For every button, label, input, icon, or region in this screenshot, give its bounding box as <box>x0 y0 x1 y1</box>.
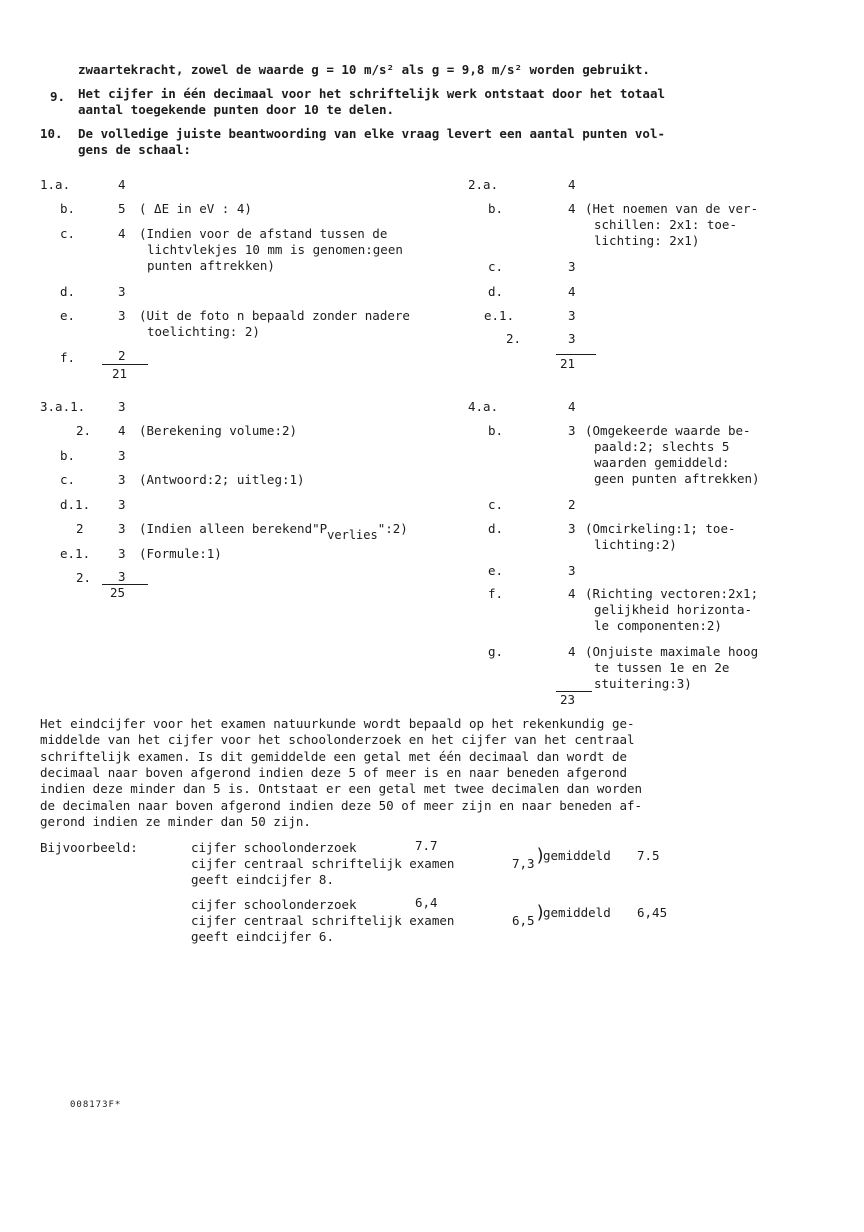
item-10-number: 10. <box>40 126 63 141</box>
q4-points-f: 4 <box>568 586 576 601</box>
q3-points-d1: 3 <box>118 497 126 512</box>
q4-label-a: 4.a. <box>468 399 499 414</box>
q3-label-a1: 3.a.1. <box>40 399 86 414</box>
q1-note-e-line-1: (Uit de foto n bepaald zonder nadere <box>139 308 410 323</box>
example-1-school: cijfer schoolonderzoek <box>191 840 357 855</box>
q1-label-b: b. <box>60 201 76 216</box>
item-9-line-1: Het cijfer in één decimaal voor het schriftelijk werk ontstaat door het totaal <box>78 86 665 101</box>
q2-note-b-line-3: lichting: 2x1) <box>594 233 700 248</box>
q4-label-f: f. <box>488 586 504 601</box>
q4-note-f-line-2: gelijkheid horizonta- <box>594 602 753 617</box>
example-1-average-value: 7.5 <box>637 848 660 863</box>
q4-note-d-line-1: (Omcirkeling:1; toe- <box>585 521 736 536</box>
q4-note-d-line-2: lichting:2) <box>594 537 677 552</box>
item-10-line-2: gens de schaal: <box>78 142 191 157</box>
q3-note-c: (Antwoord:2; uitleg:1) <box>139 472 305 487</box>
q4-points-d: 3 <box>568 521 576 536</box>
example-1-school-value: 7.7 <box>415 838 438 853</box>
q1-points-b: 5 <box>118 201 126 216</box>
q3-note-e1: (Formule:1) <box>139 546 222 561</box>
q3-label-e1: e.1. <box>60 546 91 561</box>
q3-label-e2: 2. <box>76 570 92 585</box>
item-9-number: 9. <box>50 89 66 104</box>
q1-note-e-line-2: toelichting: 2) <box>147 324 260 339</box>
q3-note-d2 <box>139 521 408 542</box>
final-paragraph-line-6: de decimalen naar boven afgerond indien deze 50 of meer zijn en naar beneden af- <box>40 798 643 813</box>
q4-note-g-line-1: (Onjuiste maximale hoog <box>585 644 759 659</box>
q4-note-b-line-2: paald:2; slechts 5 <box>594 439 730 454</box>
q2-label-b: b. <box>488 201 504 216</box>
q2-label-c: c. <box>488 259 504 274</box>
example-2-school-value: 6,4 <box>415 895 438 910</box>
q1-label-c: c. <box>60 226 76 241</box>
q1-label-e: e. <box>60 308 76 323</box>
q3-note-d2-post: ":2) <box>377 521 408 536</box>
q3-note-d2-subscript: verlies <box>327 528 378 542</box>
q4-label-d: d. <box>488 521 504 536</box>
q4-points-b: 3 <box>568 423 576 438</box>
example-1-average-label: gemiddeld <box>543 848 611 863</box>
q4-points-a: 4 <box>568 399 576 414</box>
q3-points-e1: 3 <box>118 546 126 561</box>
q4-note-f-line-1: (Richting vectoren:2x1; <box>585 586 759 601</box>
q1-note-b: ( ΔE in eV : 4) <box>139 201 252 216</box>
q1-points-d: 3 <box>118 284 126 299</box>
q3-note-d2-pre: (Indien alleen berekend"P <box>139 521 328 536</box>
final-paragraph-line-3: schriftelijk examen. Is dit gemiddelde een getal met één decimaal dan wordt de <box>40 749 627 764</box>
q2-points-a: 4 <box>568 177 576 192</box>
q1-label-f: f. <box>60 350 76 365</box>
q4-note-b-line-1: (Omgekeerde waarde be- <box>585 423 751 438</box>
q2-points-b: 4 <box>568 201 576 216</box>
q1-label-a: 1.a. <box>40 177 71 192</box>
q2-total-rule <box>556 354 596 355</box>
q2-label-e1: e.1. <box>484 308 515 323</box>
example-2-result: geeft eindcijfer 6. <box>191 929 334 944</box>
q3-label-a2: 2. <box>76 423 92 438</box>
q3-points-a2: 4 <box>118 423 126 438</box>
example-2-central-value: 6,5 <box>512 913 535 928</box>
q2-points-e2: 3 <box>568 331 576 346</box>
example-2-average-value: 6,45 <box>637 905 668 920</box>
q4-note-g-line-2: te tussen 1e en 2e <box>594 660 730 675</box>
q2-label-e2: 2. <box>506 331 522 346</box>
item-9-line-2: aantal toegekende punten door 10 te delen. <box>78 102 395 117</box>
examples-label: Bijvoorbeeld: <box>40 840 138 855</box>
q4-label-c: c. <box>488 497 504 512</box>
q3-label-d2: 2 <box>76 521 84 536</box>
document-code: 008173F* <box>70 1100 122 1110</box>
q2-points-d: 4 <box>568 284 576 299</box>
q4-points-c: 2 <box>568 497 576 512</box>
q1-total: 21 <box>112 366 128 381</box>
q4-label-g: g. <box>488 644 504 659</box>
example-1-bracket: ) <box>535 845 546 866</box>
q2-label-a: 2.a. <box>468 177 499 192</box>
q3-note-a2: (Berekening volume:2) <box>139 423 298 438</box>
example-2-bracket: ) <box>535 902 546 923</box>
q1-points-e: 3 <box>118 308 126 323</box>
example-1-result: geeft eindcijfer 8. <box>191 872 334 887</box>
example-2-central: cijfer centraal schriftelijk examen <box>191 913 455 928</box>
q2-label-d: d. <box>488 284 504 299</box>
q2-points-c: 3 <box>568 259 576 274</box>
intro-continuation: zwaartekracht, zowel de waarde g = 10 m/s² als g = 9,8 m/s² worden gebruikt. <box>78 62 650 77</box>
q1-label-d: d. <box>60 284 76 299</box>
q2-note-b-line-2: schillen: 2x1: toe- <box>594 217 737 232</box>
q2-note-b-line-1: (Het noemen van de ver- <box>585 201 759 216</box>
q2-total: 21 <box>560 356 576 371</box>
q4-label-e: e. <box>488 563 504 578</box>
q3-points-b: 3 <box>118 448 126 463</box>
q1-note-c-line-1: (Indien voor de afstand tussen de <box>139 226 388 241</box>
q3-label-b: b. <box>60 448 76 463</box>
final-paragraph-line-7: gerond indien ze minder dan 50 zijn. <box>40 814 311 829</box>
q1-points-c: 4 <box>118 226 126 241</box>
q3-points-e2: 3 <box>118 569 126 584</box>
q3-points-a1: 3 <box>118 399 126 414</box>
q4-total: 23 <box>560 692 576 707</box>
final-paragraph-line-2: middelde van het cijfer voor het schoolonderzoek en het cijfer van het centraal <box>40 732 635 747</box>
q3-total: 25 <box>110 585 126 600</box>
q4-label-b: b. <box>488 423 504 438</box>
q3-label-d1: d.1. <box>60 497 91 512</box>
q1-points-f: 2 <box>118 348 126 363</box>
example-2-average-label: gemiddeld <box>543 905 611 920</box>
q3-points-c: 3 <box>118 472 126 487</box>
final-paragraph-line-1: Het eindcijfer voor het examen natuurkunde wordt bepaald op het rekenkundig ge- <box>40 716 635 731</box>
q1-total-rule <box>102 364 148 365</box>
q4-points-g: 4 <box>568 644 576 659</box>
final-paragraph-line-4: decimaal naar boven afgerond indien deze 5 of meer is en naar beneden afgerond <box>40 765 627 780</box>
q3-label-c: c. <box>60 472 76 487</box>
q1-note-c-line-2: lichtvlekjes 10 mm is genomen:geen <box>147 242 403 257</box>
q4-note-b-line-3: waarden gemiddeld: <box>594 455 730 470</box>
item-10-line-1: De volledige juiste beantwoording van elke vraag levert een aantal punten vol- <box>78 126 665 141</box>
final-paragraph-line-5: indien deze minder dan 5 is. Ontstaat er een getal met twee decimalen dan worden <box>40 781 643 796</box>
q4-points-e: 3 <box>568 563 576 578</box>
q4-note-f-line-3: le componenten:2) <box>594 618 722 633</box>
q3-points-d2: 3 <box>118 521 126 536</box>
q1-note-c-line-3: punten aftrekken) <box>147 258 275 273</box>
q1-points-a: 4 <box>118 177 126 192</box>
example-1-central: cijfer centraal schriftelijk examen <box>191 856 455 871</box>
q2-points-e1: 3 <box>568 308 576 323</box>
q4-note-b-line-4: geen punten aftrekken) <box>594 471 760 486</box>
example-1-central-value: 7,3 <box>512 856 535 871</box>
example-2-school: cijfer schoolonderzoek <box>191 897 357 912</box>
q4-note-g-line-3: stuitering:3) <box>594 676 692 691</box>
